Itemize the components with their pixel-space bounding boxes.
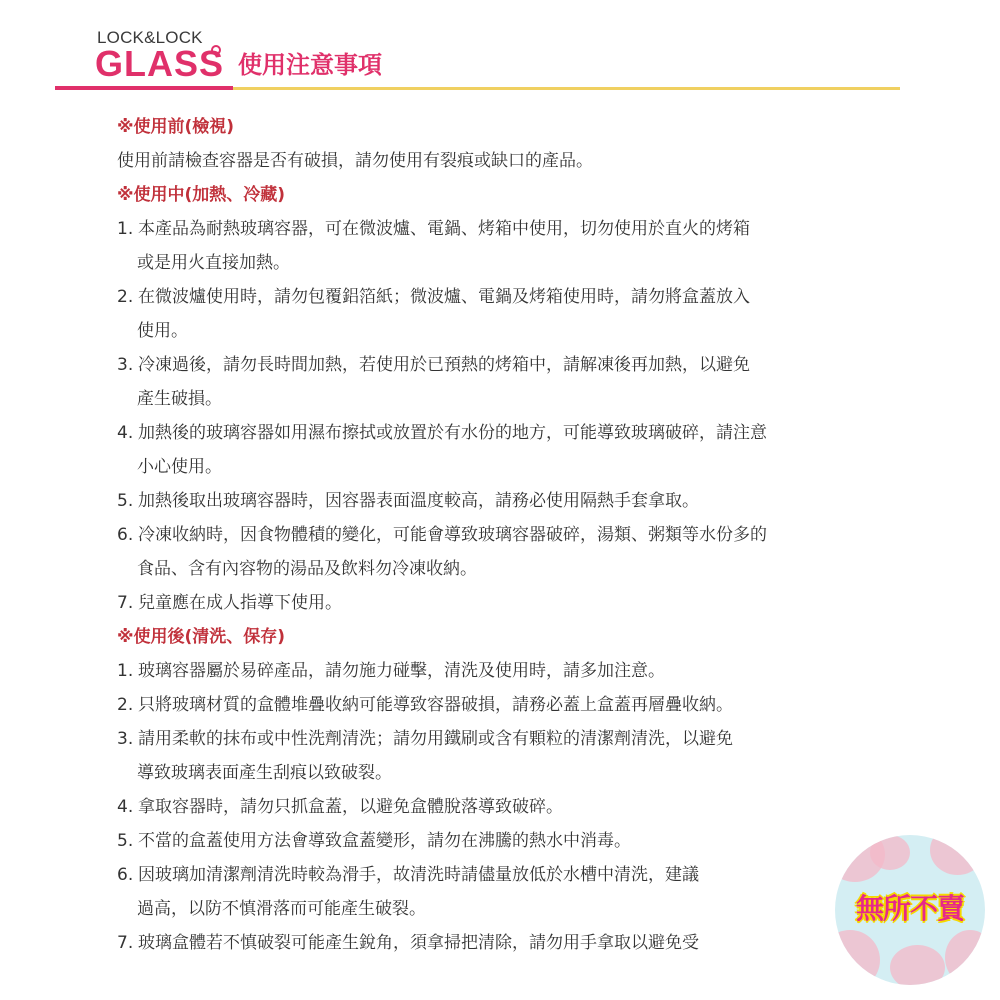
list-item [117, 280, 917, 348]
list-item-number: 3. [117, 355, 134, 375]
section-heading: ※使用前(檢視) [117, 117, 235, 137]
list-item-line [117, 722, 917, 756]
list-item-text: 加熱後的玻璃容器如用濕布擦拭或放置於有水份的地方，可能導致玻璃破碎，請注意 [138, 423, 767, 443]
notice-content [117, 110, 917, 960]
list-item-text: 因玻璃加清潔劑清洗時較為滑手，故清洗時請儘量放低於水槽中清洗，建議 [138, 865, 699, 885]
list-item-line [117, 756, 917, 790]
list-item-number: 5. [117, 831, 134, 851]
list-item [117, 688, 917, 722]
section-heading: ※使用中(加熱、冷藏) [117, 185, 286, 205]
list-item [117, 416, 917, 484]
list-item-line [117, 790, 917, 824]
list-item [117, 654, 917, 688]
list-item-line [117, 416, 917, 450]
list-item-number: 2. [117, 287, 134, 307]
list-item-line [117, 348, 917, 382]
list-item-text: 本產品為耐熱玻璃容器，可在微波爐、電鍋、烤箱中使用，切勿使用於直火的烤箱 [138, 219, 750, 239]
list-item-number: 3. [117, 729, 134, 749]
list-item-number: 6. [117, 525, 134, 545]
list-item-line [117, 552, 917, 586]
list-item-line [117, 212, 917, 246]
list-item-text: 在微波爐使用時，請勿包覆鋁箔紙；微波爐、電鍋及烤箱使用時，請勿將盒蓋放入 [138, 287, 750, 307]
list-item-text: 加熱後取出玻璃容器時，因容器表面溫度較高，請務必使用隔熱手套拿取。 [138, 491, 699, 511]
section-heading: ※使用後(清洗、保存) [117, 627, 286, 647]
list-item-text: 請用柔軟的抹布或中性洗劑清洗；請勿用鐵刷或含有顆粒的清潔劑清洗，以避免 [138, 729, 733, 749]
list-item [117, 722, 917, 790]
list-item-line [117, 654, 917, 688]
list-item-line [117, 280, 917, 314]
page-title: 使用注意事項 [238, 51, 382, 79]
list-item-number: 4. [117, 797, 134, 817]
list-item-text: 玻璃盒體若不慎破裂可能產生銳角，須拿掃把清除，請勿用手拿取以避免受 [138, 933, 699, 953]
list-item [117, 858, 917, 926]
list-item-text: 拿取容器時，請勿只抓盒蓋，以避免盒體脫落導致破碎。 [138, 797, 563, 817]
list-item-text: 冷凍過後，請勿長時間加熱，若使用於已預熱的烤箱中，請解凍後再加熱，以避免 [138, 355, 750, 375]
list-item-number: 7. [117, 933, 134, 953]
list-item [117, 484, 917, 518]
list-item-line [117, 586, 917, 620]
watermark-text: 無所不賣 [855, 892, 964, 925]
list-item-line [117, 688, 917, 722]
list-item-number: 7. [117, 593, 134, 613]
list-item-text: 導致玻璃表面產生刮痕以致破裂。 [137, 763, 392, 783]
list-item-number: 1. [117, 219, 134, 239]
list-item-line [117, 382, 917, 416]
list-item-text: 產生破損。 [137, 389, 222, 409]
title-underline [233, 87, 900, 90]
list-item [117, 586, 917, 620]
brand-ring-icon [211, 45, 221, 55]
list-item-line [117, 926, 917, 960]
list-item-text: 或是用火直接加熱。 [137, 253, 290, 273]
list-item-line [117, 246, 917, 280]
list-item-text: 不當的盒蓋使用方法會導致盒蓋變形，請勿在沸騰的熱水中消毒。 [138, 831, 631, 851]
list-item-number: 1. [117, 661, 134, 681]
list-item-text: 使用。 [137, 321, 188, 341]
shop-watermark [835, 835, 985, 985]
list-item-text: 過高，以防不慎滑落而可能產生破裂。 [137, 899, 426, 919]
list-item [117, 518, 917, 586]
list-item-text: 小心使用。 [137, 457, 222, 477]
section-text: 使用前請檢查容器是否有破損，請勿使用有裂痕或缺口的產品。 [117, 151, 593, 171]
list-item-text: 只將玻璃材質的盒體堆疊收納可能導致容器破損，請務必蓋上盒蓋再層疊收納。 [138, 695, 733, 715]
title-underline-accent [55, 86, 233, 90]
list-item-number: 2. [117, 695, 134, 715]
list-item-number: 4. [117, 423, 134, 443]
brand-glass-text: GLASS [95, 43, 225, 84]
list-item [117, 824, 917, 858]
list-item-line [117, 892, 917, 926]
list-item-number: 6. [117, 865, 134, 885]
list-item-text: 兒童應在成人指導下使用。 [138, 593, 342, 613]
list-item [117, 348, 917, 416]
list-item-number: 5. [117, 491, 134, 511]
list-item-line [117, 858, 917, 892]
list-item-line [117, 518, 917, 552]
brand-top-text: LOCK&LOCK [97, 28, 203, 47]
list-item [117, 212, 917, 280]
list-item [117, 926, 917, 960]
list-item-text: 冷凍收納時，因食物體積的變化，可能會導致玻璃容器破碎，湯類、粥類等水份多的 [138, 525, 767, 545]
list-item-text: 食品、含有內容物的湯品及飲料勿冷凍收納。 [137, 559, 477, 579]
list-item [117, 790, 917, 824]
list-item-text: 玻璃容器屬於易碎產品，請勿施力碰擊，清洗及使用時，請多加注意。 [138, 661, 665, 681]
list-item-line [117, 824, 917, 858]
list-item-line [117, 314, 917, 348]
list-item-line [117, 484, 917, 518]
list-item-line [117, 450, 917, 484]
